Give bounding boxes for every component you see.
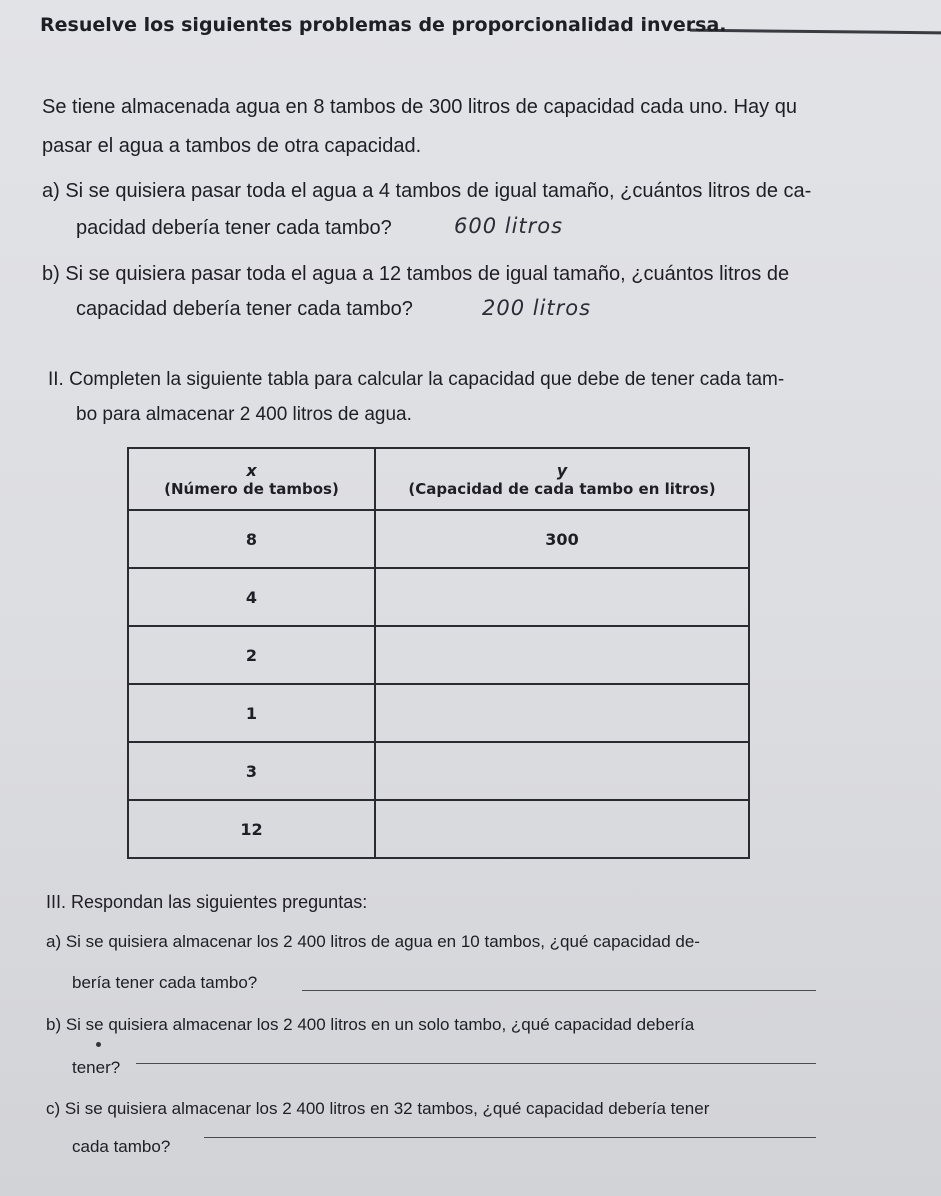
table-row (128, 684, 749, 742)
top-rule (690, 29, 941, 35)
section-2-line-2: bo para almacenar 2 400 litros de agua. (76, 404, 412, 425)
cell-x: 3 (128, 742, 375, 800)
table-row (128, 568, 749, 626)
header-y-label: (Capacidad de cada tambo en litros) (408, 479, 716, 498)
question-b-line-2: capacidad debería tener cada tambo? (76, 298, 413, 320)
handwritten-answer-b: 200 litros (482, 296, 592, 320)
table-row (128, 626, 749, 684)
header-y-variable: y (556, 460, 568, 480)
ink-dot (96, 1042, 101, 1047)
worksheet-title: Resuelve los siguientes problemas de proporcionalidad inversa. (40, 14, 727, 36)
section-3-c-line-1: c) Si se quisiera almacenar los 2 400 litros en 32 tambos, ¿qué capacidad debería tener (46, 1099, 710, 1118)
header-x-label: (Número de tambos) (164, 479, 339, 498)
section-3-heading: III. Respondan las siguientes preguntas: (46, 892, 368, 912)
table-row (128, 800, 749, 858)
answer-line-a[interactable] (302, 990, 816, 991)
section-3-c-line-2: cada tambo? (72, 1137, 171, 1156)
section-3-a-line-2: bería tener cada tambo? (72, 973, 258, 992)
cell-y[interactable]: 300 (375, 510, 749, 568)
cell-y[interactable] (375, 684, 749, 742)
section-2-line-1: II. Completen la siguiente tabla para calcular la capacidad que debe de tener cada tam- (48, 369, 785, 390)
cell-y[interactable] (375, 800, 749, 858)
cell-y[interactable] (375, 626, 749, 684)
problem-intro-line-2: pasar el agua a tambos de otra capacidad. (42, 135, 422, 157)
cell-x: 12 (128, 800, 375, 858)
cell-x: 8 (128, 510, 375, 568)
answer-line-b[interactable] (136, 1063, 816, 1064)
cell-x: 1 (128, 684, 375, 742)
cell-y[interactable] (375, 568, 749, 626)
cell-y[interactable] (375, 742, 749, 800)
cell-x: 4 (128, 568, 375, 626)
cell-x: 2 (128, 626, 375, 684)
header-x-variable: x (246, 460, 257, 480)
table-row (128, 742, 749, 800)
handwritten-answer-a: 600 litros (454, 214, 564, 238)
section-3-b-line-2: tener? (72, 1058, 121, 1077)
table-row (128, 510, 749, 568)
answer-line-c[interactable] (204, 1137, 816, 1138)
table-header-x (128, 448, 375, 510)
table-header-y (375, 448, 749, 510)
question-a-line-2: pacidad debería tener cada tambo? (76, 217, 392, 239)
section-3-a-line-1: a) Si se quisiera almacenar los 2 400 litros de agua en 10 tambos, ¿qué capacidad de- (46, 932, 700, 951)
problem-intro-line-1: Se tiene almacenada agua en 8 tambos de 300 litros de capacidad cada uno. Hay qu (42, 96, 797, 118)
section-3-b-line-1: b) Si se quisiera almacenar los 2 400 litros en un solo tambo, ¿qué capacidad debería (46, 1015, 695, 1034)
question-b-line-1: b) Si se quisiera pasar toda el agua a 12 tambos de igual tamaño, ¿cuántos litros de (42, 263, 790, 285)
proportionality-table (127, 447, 750, 859)
question-a-line-1: a) Si se quisiera pasar toda el agua a 4 tambos de igual tamaño, ¿cuántos litros de ca- (42, 180, 812, 202)
